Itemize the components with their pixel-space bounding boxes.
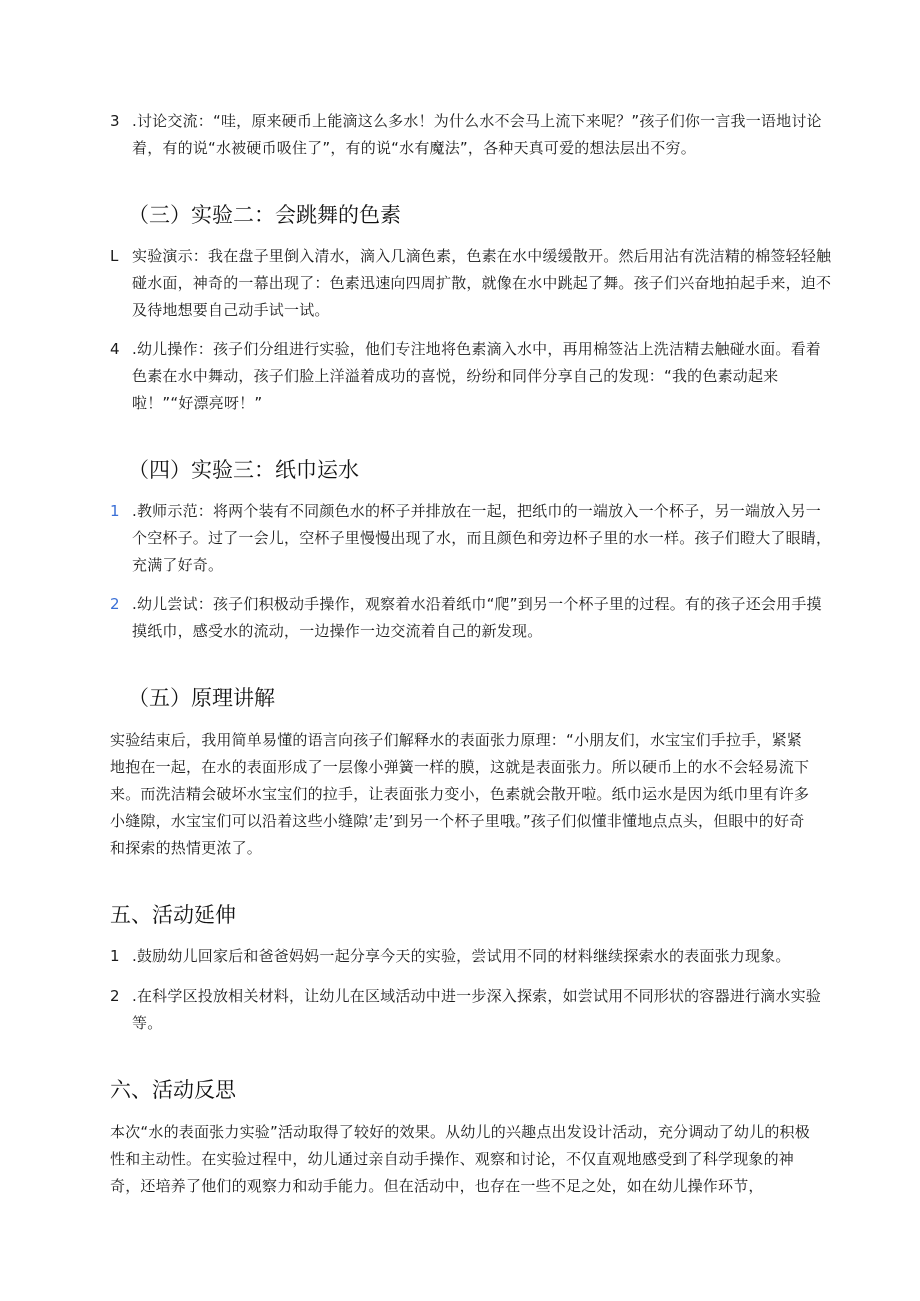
item-text: .讨论交流：“哇，原来硬币上能滴这么多水！为什么水不会马上流下来呢？”孩子们你一言我一语地讨论着，有的说“水被硬币吸住了”，有的说“水有魔法”，各种天真可爱的想法层出不穷。 <box>132 112 822 157</box>
heading-experiment-2: （三）实验二：会跳舞的色素 <box>128 203 401 227</box>
item-text: .幼儿操作：孩子们分组进行实验，他们专注地将色素滴入水中，再用棉签沾上洗洁精去触碰水面。看着色素在水中舞动，孩子们脸上洋溢着成功的喜悦，纷纷和同伴分享自己的发现：“我的色素动起来啦！”“好漂亮呀！” <box>132 340 821 412</box>
item-text: .在科学区投放相关材料，让幼儿在区域活动中进一步深入探索，如尝试用不同形状的容器进行滴水实验等。 <box>132 987 821 1032</box>
operation-item <box>110 336 832 417</box>
child-try-item <box>110 591 832 645</box>
item-number: 2 <box>110 987 120 1005</box>
heading-reflection: 六、活动反思 <box>110 1078 236 1102</box>
principle-paragraph: 实验结束后，我用简单易懂的语言向孩子们解释水的表面张力原理：“小朋友们，水宝宝们手拉手，紧紧地抱在一起，在水的表面形成了一层像小弹簧一样的膜，这就是表面张力。所以硬币上的水不会轻易流下来。而洗洁精会破坏水宝宝们的拉手，让表面张力变小，色素就会散开啦。纸巾运水是因为纸巾里有许多小缝隙，水宝宝们可以沿着这些小缝隙’走’到另一个杯子里哦。”孩子们似懂非懂地点点头，但眼中的好奇和探索的热情更浓了。 <box>110 731 810 857</box>
item-number: 4 <box>110 340 120 358</box>
item-text: 实验演示：我在盘子里倒入清水，滴入几滴色素，色素在水中缓缓散开。然后用沾有洗洁精的棉签轻轻触碰水面，神奇的一幕出现了：色素迅速向四周扩散，就像在水中跳起了舞。孩子们兴奋地拍起手来，迫不及待地想要自己动手试一试。 <box>132 247 832 319</box>
item-text: .幼儿尝试：孩子们积极动手操作，观察着水沿着纸巾“爬”到另一个杯子里的过程。有的孩子还会用手摸摸纸巾，感受水的流动，一边操作一边交流着自己的新发现。 <box>132 595 822 640</box>
item-number: L <box>110 247 119 265</box>
extension-item <box>110 943 832 970</box>
demo-item <box>110 243 832 324</box>
item-text: .教师示范：将两个装有不同颜色水的杯子并排放在一起，把纸巾的一端放入一个杯子，另一端放入另一个空杯子。过了一会儿，空杯子里慢慢出现了水，而且颜色和旁边杯子里的水一样。孩子们瞪大了眼睛，充满了好奇。 <box>132 502 832 574</box>
item-number: 3 <box>110 112 120 130</box>
heading-experiment-3: （四）实验三：纸巾运水 <box>128 458 359 482</box>
item-text: .鼓励幼儿回家后和爸爸妈妈一起分享今天的实验，尝试用不同的材料继续探索水的表面张力现象。 <box>132 947 791 965</box>
item-number: 1 <box>110 502 120 520</box>
heading-principle: （五）原理讲解 <box>128 686 275 710</box>
discussion-item <box>110 108 832 162</box>
item-number: 1 <box>110 947 120 965</box>
reflection-paragraph: 本次“水的表面张力实验”活动取得了较好的效果。从幼儿的兴趣点出发设计活动，充分调动了幼儿的积极性和主动性。在实验过程中，幼儿通过亲自动手操作、观察和讨论，不仅直观地感受到了科学现象的神奇，还培养了他们的观察力和动手能力。但在活动中，也存在一些不足之处，如在幼儿操作环节， <box>110 1123 810 1195</box>
extension-item <box>110 983 832 1037</box>
item-number: 2 <box>110 595 120 613</box>
heading-extension: 五、活动延伸 <box>110 903 236 927</box>
teacher-demo-item <box>110 498 832 579</box>
